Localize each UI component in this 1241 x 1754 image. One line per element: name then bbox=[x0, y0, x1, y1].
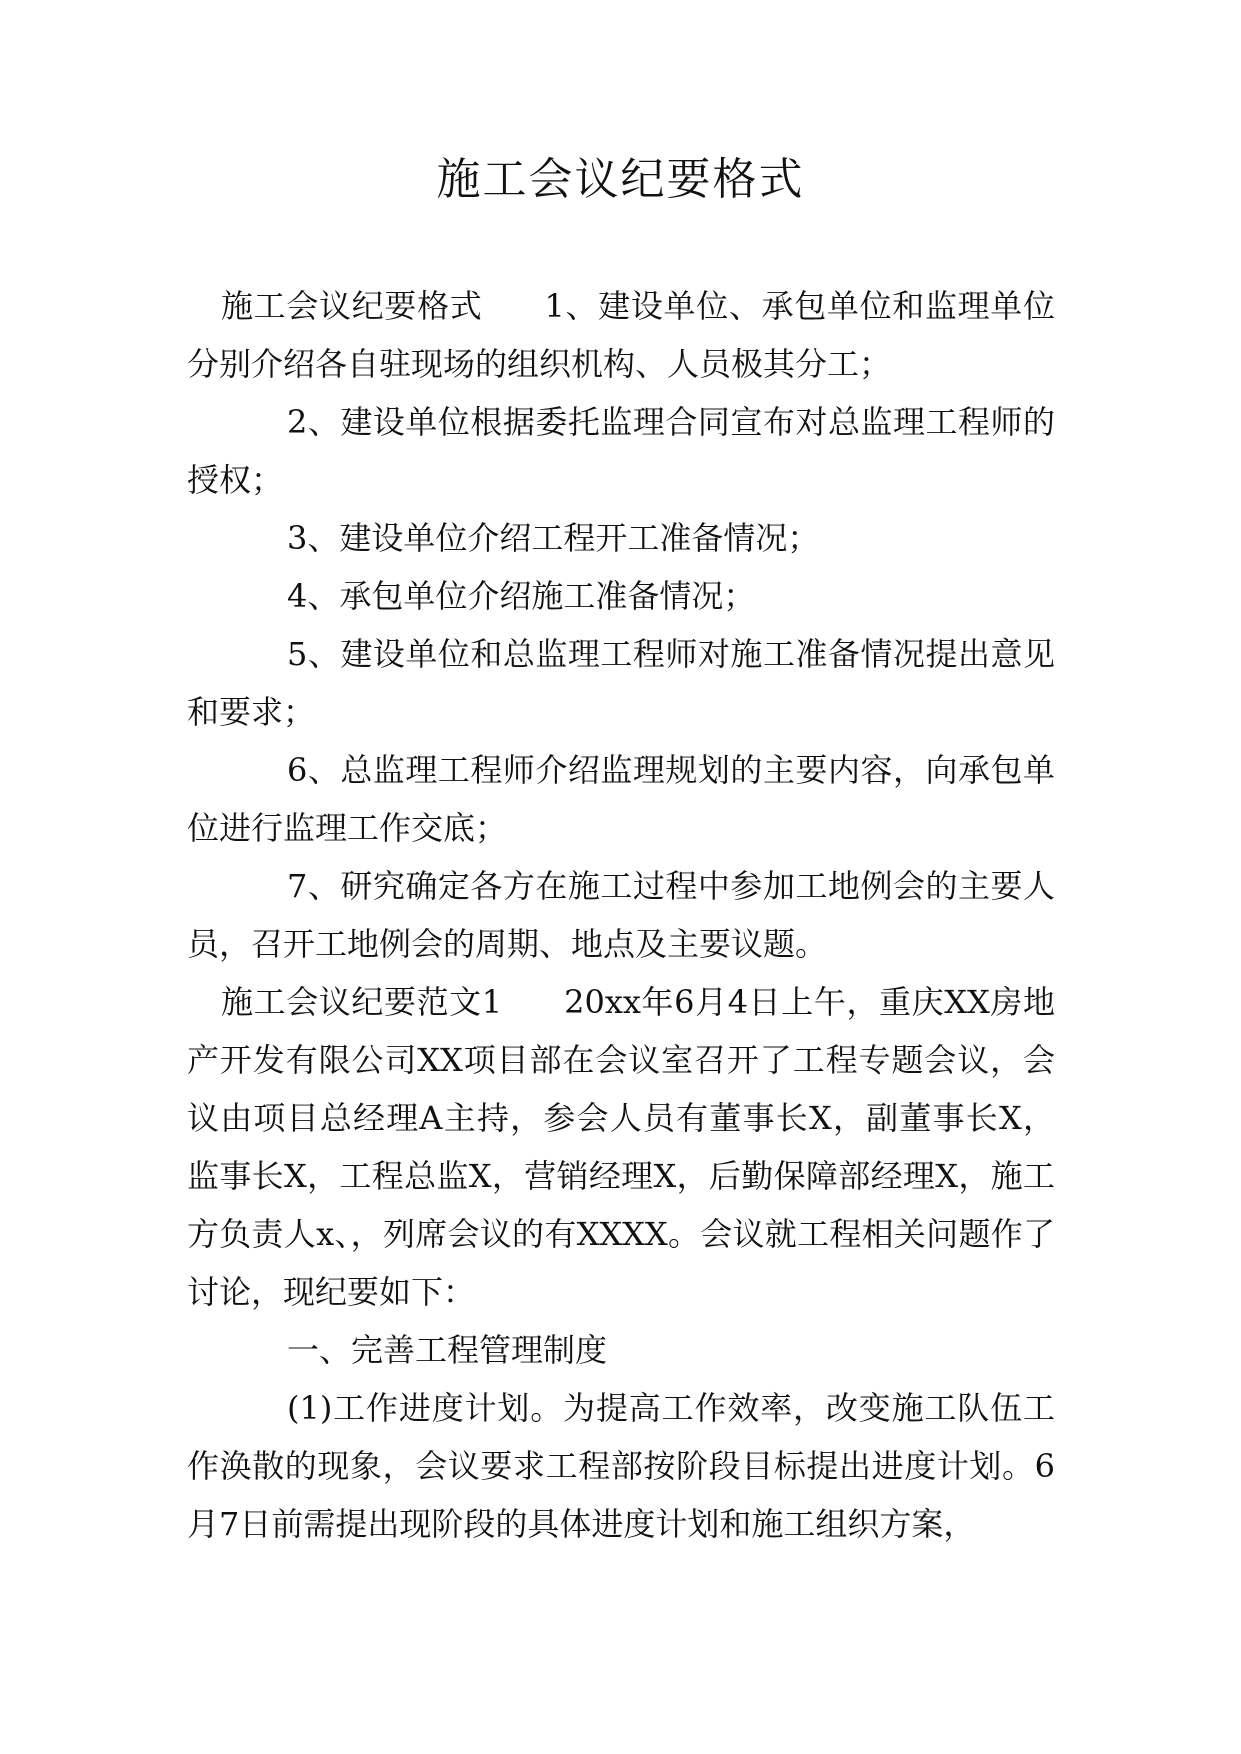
list-item: 5、建设单位和总监理工程师对施工准备情况提出意见和要求； bbox=[187, 635, 1055, 731]
section-heading: 一、完善工程管理制度 bbox=[287, 1331, 608, 1369]
list-item: 4、承包单位介绍施工准备情况； bbox=[287, 577, 756, 615]
list-item: 7、研究确定各方在施工过程中参加工地例会的主要人员，召开工地例会的周期、地点及主要议题。 bbox=[187, 867, 1055, 963]
list-item: 3、建设单位介绍工程开工准备情况； bbox=[287, 519, 820, 557]
intro-paragraph bbox=[187, 277, 1055, 393]
intro-text: 1、建设单位、承包单位和监理单位分别介绍各自驻现场的组织机构、人员极其分工； bbox=[187, 287, 1055, 383]
sample-text: 20xx年6月4日上午，重庆XX房地产开发有限公司XX项目部在会议室召开了工程专题会议，会议由项目总经理A主持，参会人员有董事长X，副董事长X，监事长X，工程总监X，营销经理X，后勤保障部经理X，施工方负责人x、，列席会议的有XXXX。会议就工程相关问题作了讨论，现纪要如下： bbox=[187, 983, 1055, 1311]
list-item: 6、总监理工程师介绍监理规划的主要内容，向承包单位进行监理工作交底； bbox=[187, 751, 1055, 847]
list-item: 2、建设单位根据委托监理合同宣布对总监理工程师的授权； bbox=[187, 403, 1055, 499]
sample-label: 施工会议纪要范文1 bbox=[221, 983, 503, 1021]
document-title: 施工会议纪要格式 bbox=[436, 154, 805, 205]
document-body bbox=[187, 277, 1055, 1553]
sample-paragraph bbox=[187, 973, 1055, 1321]
intro-label: 施工会议纪要格式 bbox=[221, 287, 483, 325]
section-paragraph: (1)工作进度计划。为提高工作效率，改变施工队伍工作涣散的现象，会议要求工程部按阶段目标提出进度计划。6月7日前需提出现阶段的具体进度计划和施工组织方案， bbox=[187, 1389, 1055, 1543]
